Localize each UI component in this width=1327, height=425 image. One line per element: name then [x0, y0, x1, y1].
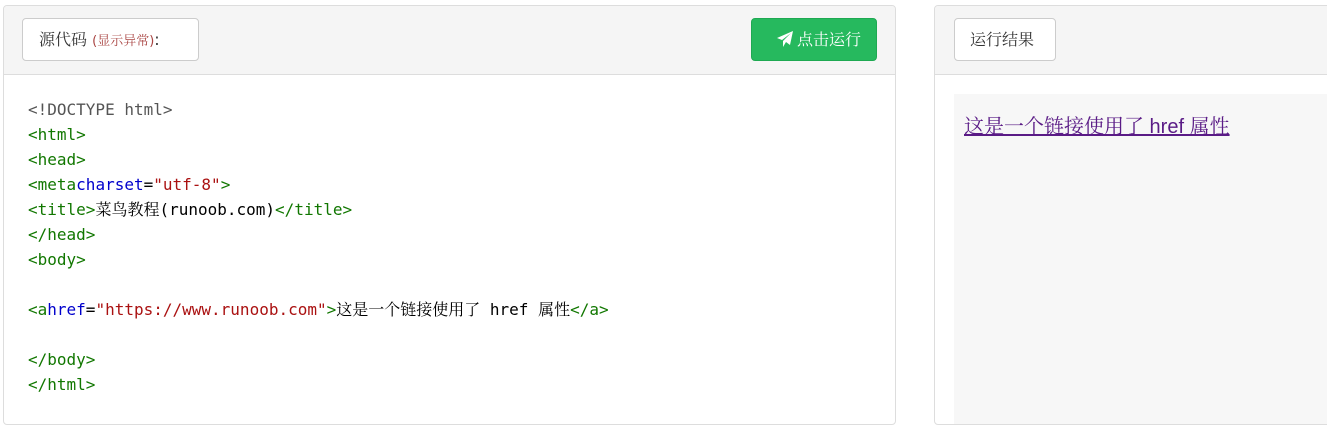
code-doctype: <!DOCTYPE html>	[28, 100, 173, 119]
result-frame	[954, 94, 1327, 425]
code-string: "utf-8"	[153, 175, 221, 194]
source-code-title: 源代码	[39, 30, 88, 49]
code-string: "https://www.runoob.com"	[95, 300, 327, 319]
code-line	[28, 122, 609, 147]
code-line	[28, 272, 609, 297]
code-attribute: charset	[76, 175, 144, 194]
source-code-panel	[3, 5, 896, 425]
code-line	[28, 347, 609, 372]
code-tag: <head>	[28, 150, 86, 169]
result-panel-header	[935, 6, 1327, 75]
code-tag: </body>	[28, 350, 96, 369]
code-tag: </a>	[570, 300, 609, 319]
code-line	[28, 147, 609, 172]
code-tag: <body>	[28, 250, 86, 269]
code-line	[28, 172, 609, 197]
run-button[interactable]	[751, 18, 877, 61]
code-tag: >	[326, 300, 337, 319]
display-issue-link[interactable]: 显示异常	[97, 34, 150, 49]
code-editor[interactable]	[28, 97, 609, 397]
code-text: 菜鸟教程(runoob.com)	[95, 200, 276, 219]
code-tag: <html>	[28, 125, 86, 144]
code-line	[28, 97, 609, 122]
source-code-label: 源代码 (显示异常):	[22, 18, 199, 61]
code-line	[28, 222, 609, 247]
code-text: 这是一个链接使用了 href 属性	[336, 300, 571, 319]
result-label: 运行结果	[954, 18, 1056, 61]
display-issue-note: (显示异常)	[92, 34, 155, 49]
code-equals: =	[85, 300, 96, 319]
code-line	[28, 197, 609, 222]
code-attribute: href	[47, 300, 86, 319]
source-panel-header	[4, 6, 895, 75]
code-tag: </head>	[28, 225, 96, 244]
code-line	[28, 247, 609, 272]
code-line	[28, 372, 609, 397]
code-tag: <meta	[28, 175, 77, 194]
code-tag: >	[220, 175, 231, 194]
result-panel	[934, 5, 1327, 425]
code-tag: <a	[28, 300, 48, 319]
result-link[interactable]: 这是一个链接使用了 href 属性	[964, 116, 1230, 138]
code-tag: </html>	[28, 375, 96, 394]
paper-plane-icon	[777, 31, 794, 47]
code-tag: <title>	[28, 200, 96, 219]
run-button-label: 点击运行	[796, 32, 861, 49]
code-tag: </title>	[275, 200, 353, 219]
code-line	[28, 297, 609, 322]
code-equals: =	[143, 175, 154, 194]
code-line	[28, 322, 609, 347]
